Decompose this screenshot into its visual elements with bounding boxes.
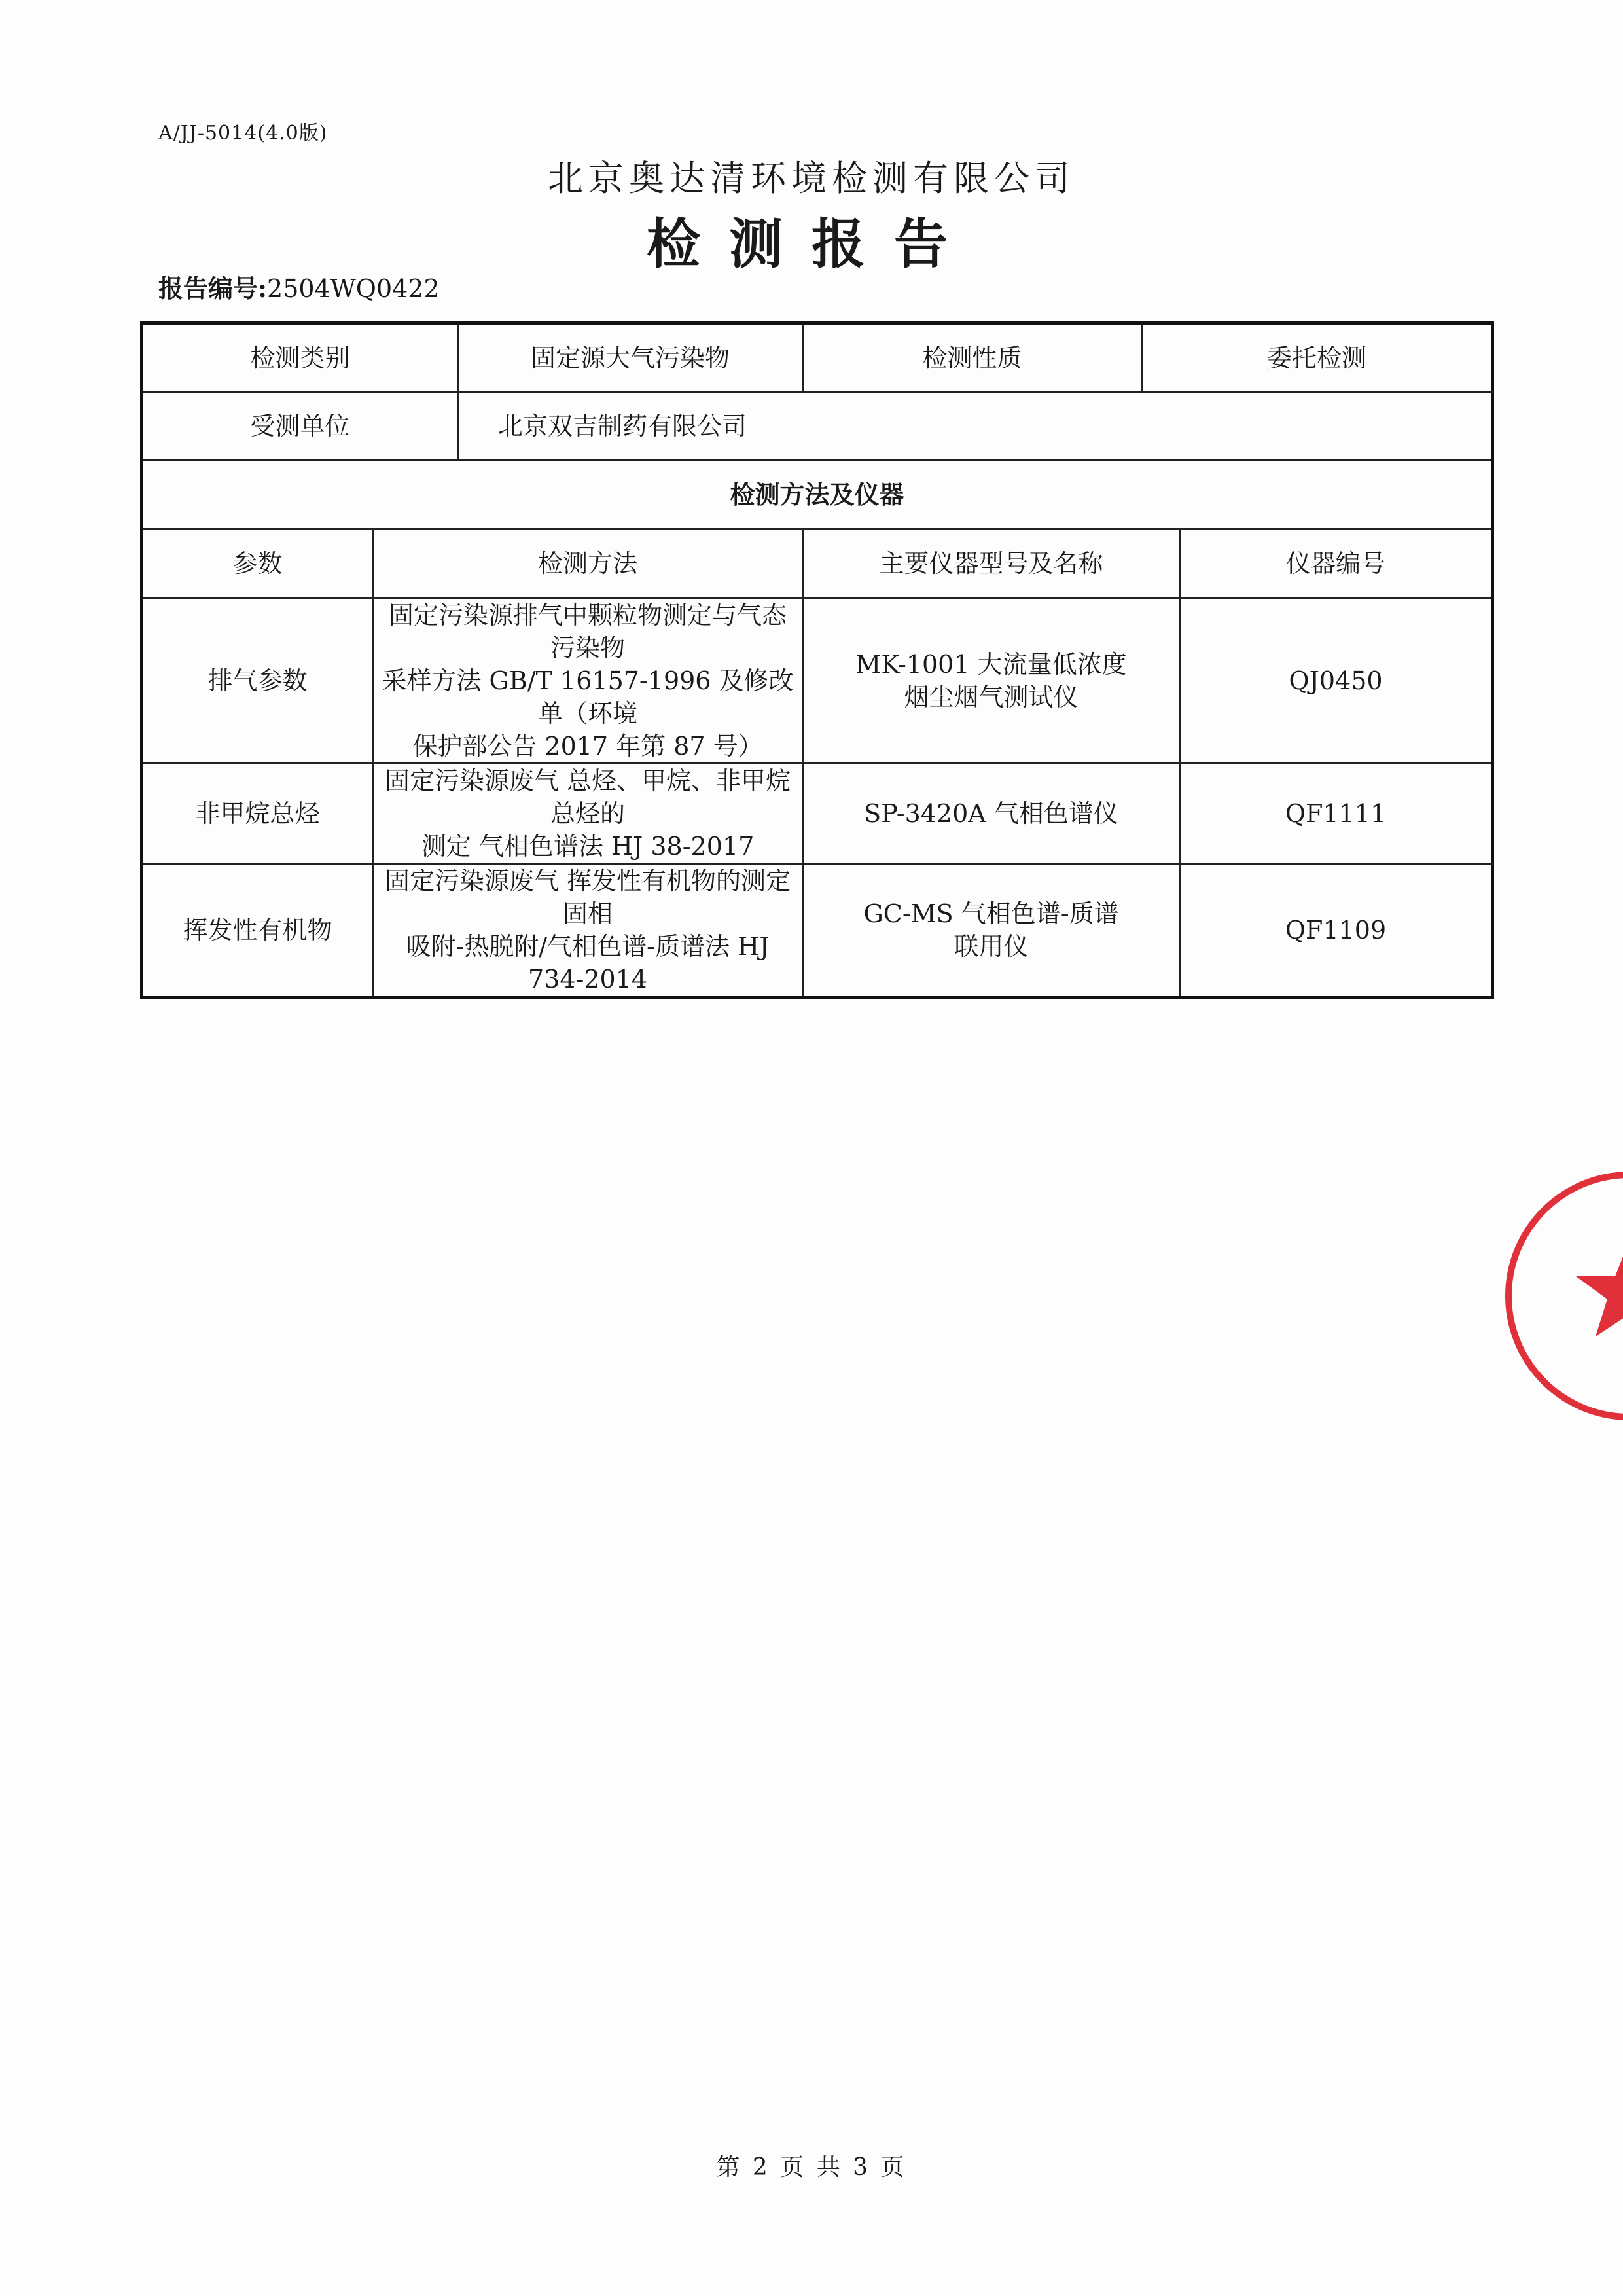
company-name: 北京奥达清环境检测有限公司: [548, 158, 1075, 199]
report-number-label: 报告编号:: [158, 274, 268, 303]
row-param: 非甲烷总烃: [142, 764, 373, 864]
unit-value: 北京双吉制药有限公司: [458, 392, 1493, 461]
row-instrument-no: QF1109: [1180, 864, 1493, 997]
column-header-instrument: 主要仪器型号及名称: [803, 529, 1180, 598]
row-instrument: [803, 864, 1180, 997]
info-row-category: [142, 323, 1493, 392]
method-line: 固定污染源废气 总烃、甲烷、非甲烷总烃的: [384, 766, 791, 828]
unit-label: 受测单位: [142, 392, 458, 461]
row-param: 挥发性有机物: [142, 864, 373, 997]
instrument-line: GC-MS 气相色谱-质谱: [863, 899, 1119, 928]
row-method: [373, 598, 803, 764]
category-label: 检测类别: [142, 323, 458, 392]
red-seal-stamp: [1499, 1165, 1623, 1427]
column-header-param: 参数: [142, 529, 373, 598]
stamp-star-icon: [1576, 1240, 1623, 1336]
method-line: 固定污染源废气 挥发性有机物的测定 固相: [384, 867, 791, 928]
column-header-method: 检测方法: [373, 529, 803, 598]
report-number: [158, 268, 440, 304]
row-instrument: [803, 764, 1180, 864]
row-param: 排气参数: [142, 598, 373, 764]
method-line: 测定 气相色谱法 HJ 38-2017: [421, 832, 755, 861]
methods-section-title: 检测方法及仪器: [142, 461, 1493, 529]
method-line: 保护部公告 2017 年第 87 号）: [412, 732, 763, 761]
category-value: 固定源大气污染物: [458, 323, 803, 392]
table-row: [142, 598, 1493, 764]
instrument-line: 联用仪: [954, 932, 1029, 961]
method-line: 采样方法 GB/T 16157-1996 及修改单（环境: [382, 666, 794, 728]
document-code: A/JJ-5014(4.0版): [158, 122, 328, 145]
row-method: [373, 864, 803, 997]
table-row: [142, 764, 1493, 864]
nature-label: 检测性质: [803, 323, 1142, 392]
method-line: 固定污染源排气中颗粒物测定与气态污染物: [389, 601, 787, 662]
instrument-line: 烟尘烟气测试仪: [904, 683, 1079, 711]
nature-value: 委托检测: [1142, 323, 1493, 392]
methods-header-row: [142, 529, 1493, 598]
column-header-instrument-no: 仪器编号: [1180, 529, 1493, 598]
row-instrument-no: QJ0450: [1180, 598, 1493, 764]
report-table: [140, 321, 1494, 999]
info-row-unit: [142, 392, 1493, 461]
method-line: 吸附-热脱附/气相色谱-质谱法 HJ 734-2014: [406, 932, 770, 994]
table-row: [142, 864, 1493, 997]
section-header-row: [142, 461, 1493, 529]
row-instrument-no: QF1111: [1180, 764, 1493, 864]
report-title: 检测报告: [646, 213, 976, 276]
row-instrument: [803, 598, 1180, 764]
instrument-line: SP-3420A 气相色谱仪: [864, 799, 1118, 828]
page-number: 第 2 页 共 3 页: [716, 2154, 907, 2181]
instrument-line: MK-1001 大流量低浓度: [855, 650, 1127, 679]
row-method: [373, 764, 803, 864]
report-number-value: 2504WQ0422: [267, 274, 440, 303]
